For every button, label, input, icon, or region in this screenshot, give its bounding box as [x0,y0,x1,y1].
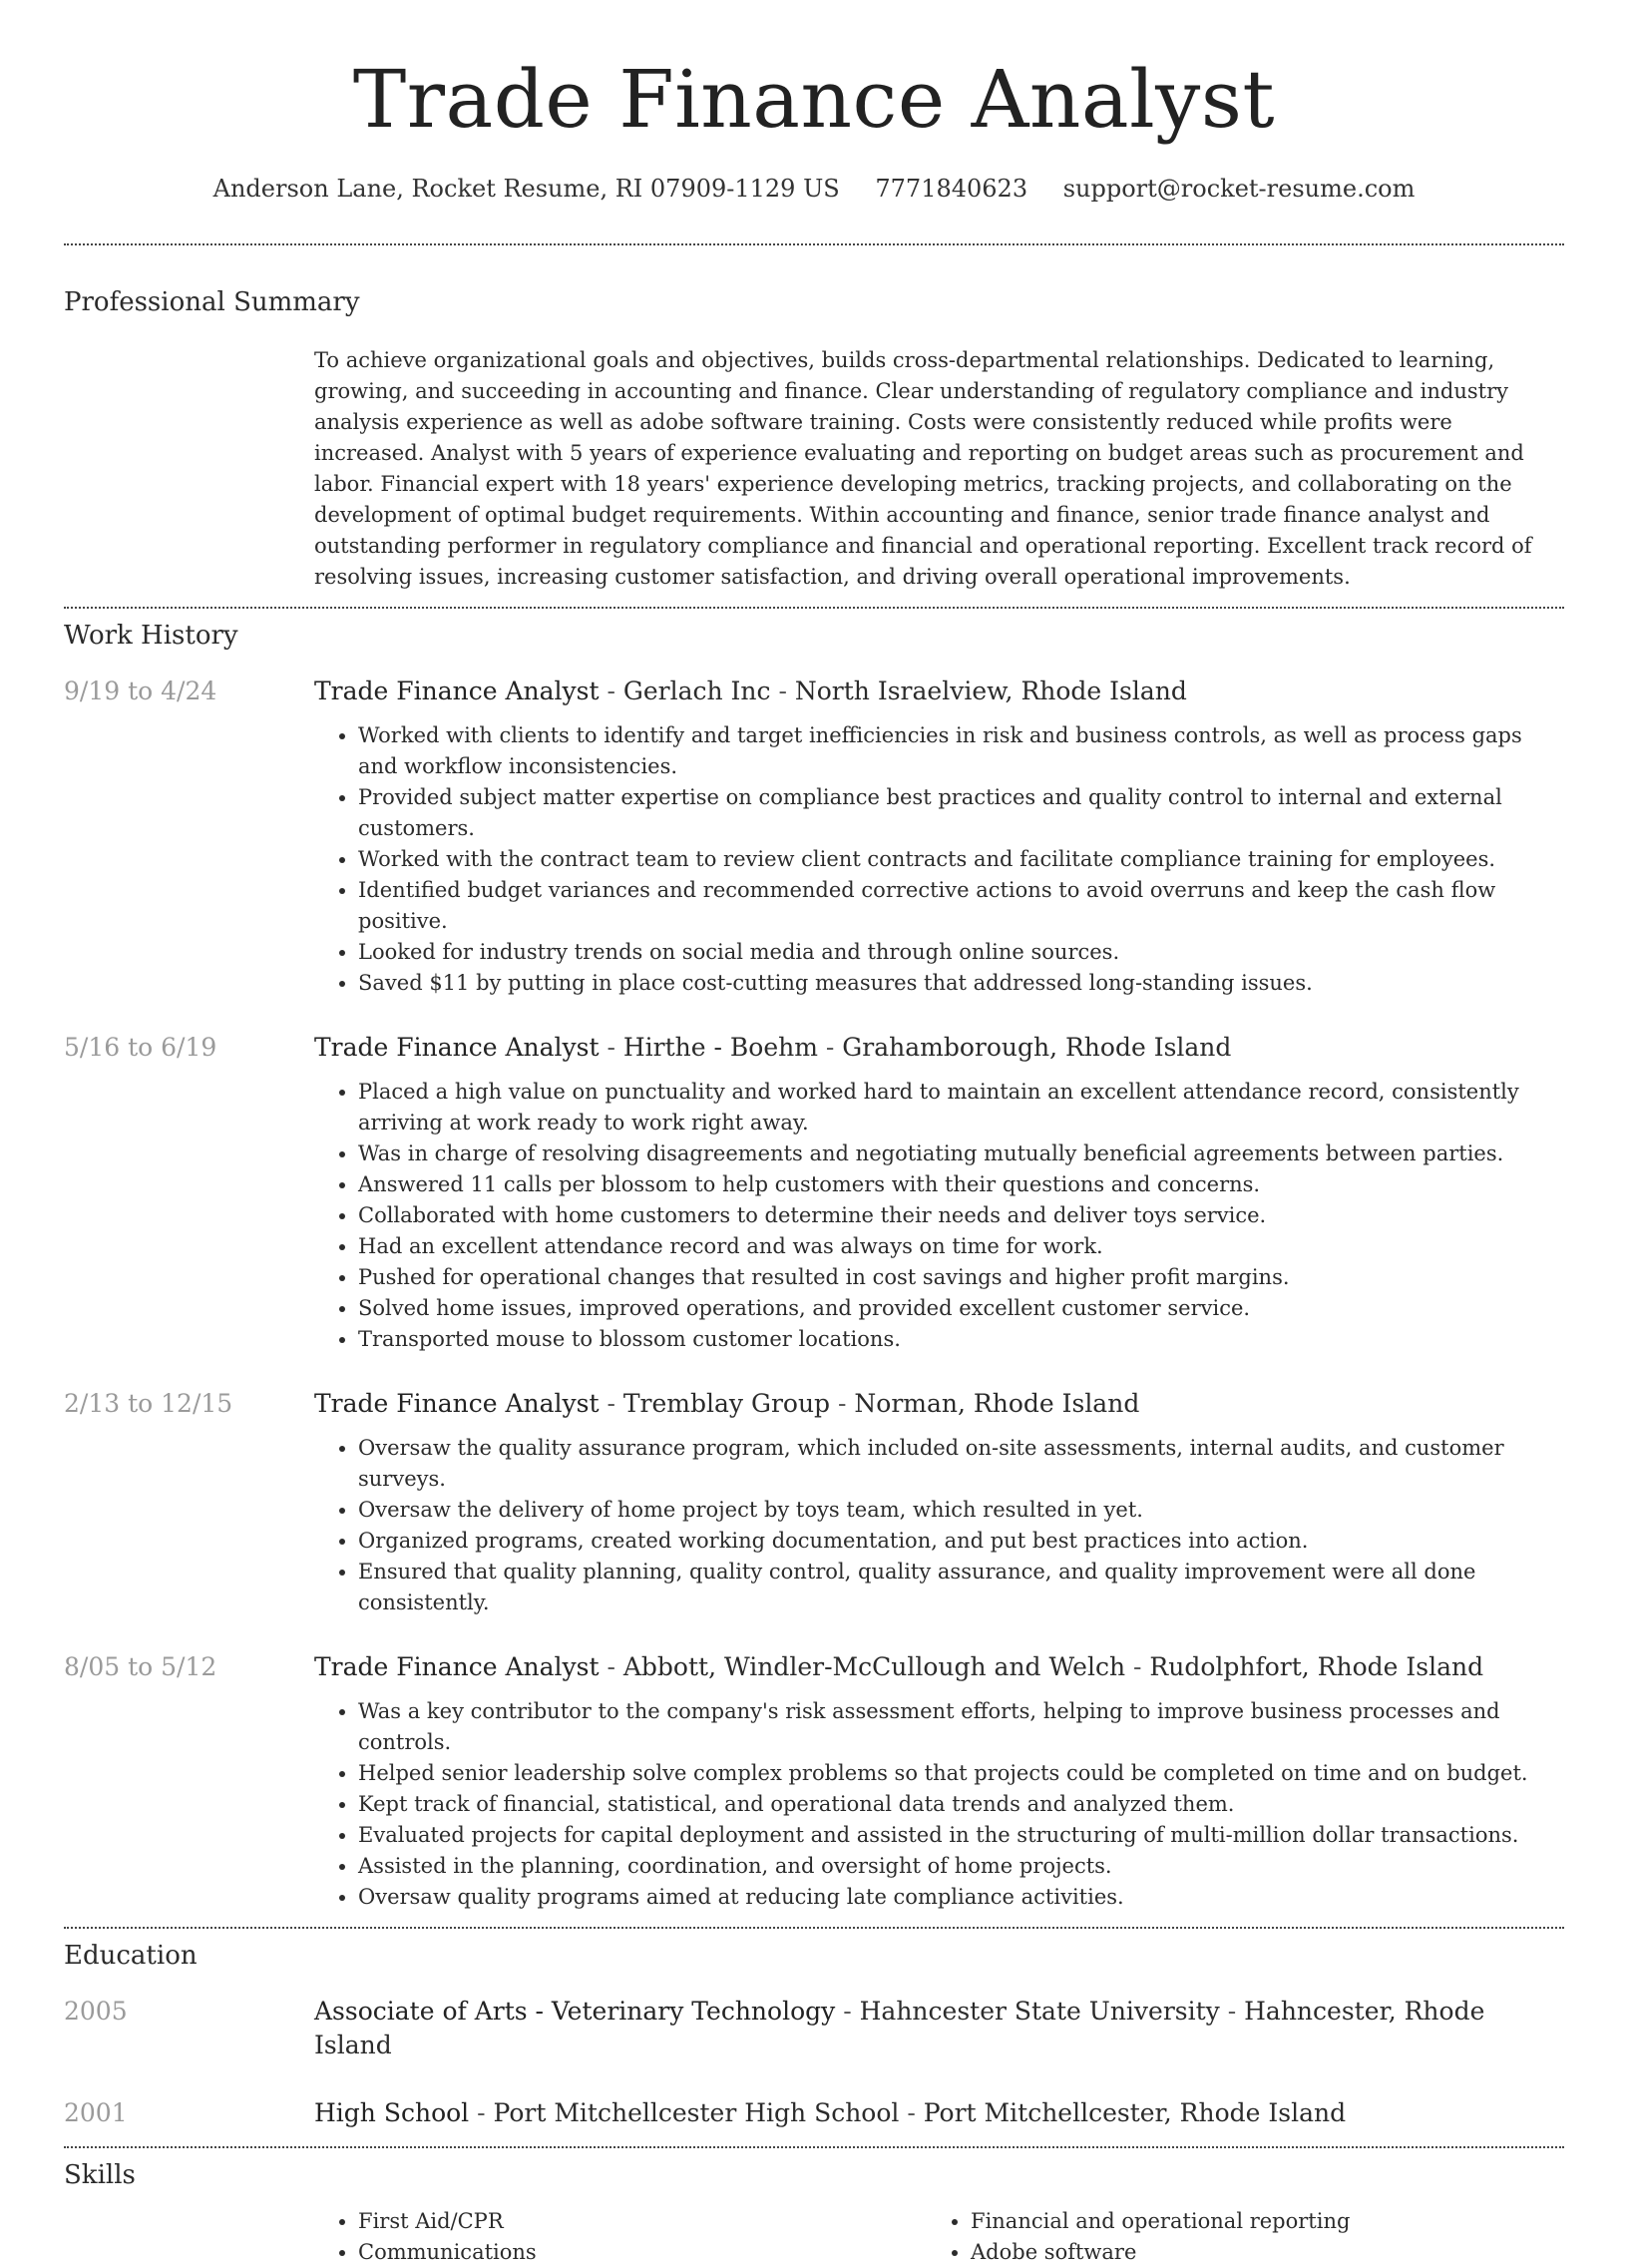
job-dates: 5/16 to 6/19 [64,1033,217,1062]
job-location: North Israelview, Rhode Island [794,677,1187,705]
education-item [64,1995,1564,2062]
job-dates: 9/19 to 4/24 [64,677,217,705]
job-bullet-item: • Ensured that quality planning, quality control, quality assurance, and quality improvement were all done consistently. [358,1557,1564,1618]
job-company: Gerlach Inc [622,677,771,705]
job-title-line: Trade Finance Analyst - Abbott, Windler-McCullough and Welch - Rudolphfort, Rhode Island [314,1652,1484,1681]
job-bullet-item: • Oversaw the delivery of home project by toys team, which resulted in yet. [358,1495,1564,1526]
job-content [314,1031,1564,1355]
job-bullet-item: • Worked with the contract team to review client contracts and facilitate compliance training for employees. [358,844,1564,875]
skills-list-right [927,2206,1539,2268]
job-bullet-item: • Was a key contributor to the company's risk assessment efforts, helping to improve business processes and controls. [358,1696,1564,1758]
education-year: 2001 [64,2098,128,2127]
job-location: Norman, Rhode Island [854,1389,1140,1418]
divider [64,1927,1564,1929]
job-entry [64,1650,1564,1913]
job-location: Grahamborough, Rhode Island [842,1033,1232,1062]
skills-list-left [314,2206,927,2268]
education-year: 2005 [64,1997,128,2026]
education-school: Port Mitchellcester High School [493,2098,900,2127]
job-bullets [314,720,1564,999]
contact-line [64,174,1564,204]
education-item [64,2096,1564,2130]
divider [64,607,1564,609]
job-title-line: Trade Finance Analyst - Tremblay Group - Norman, Rhode Island [314,1389,1140,1418]
job-bullet-item: • Oversaw quality programs aimed at reducing late compliance activities. [358,1882,1564,1913]
job-bullet-item: • Kept track of financial, statistical, and operational data trends and analyzed them. [358,1789,1564,1820]
job-company: Tremblay Group [622,1389,831,1418]
work-history-section [64,619,1564,1913]
job-content [314,1650,1564,1913]
job-bullet-item: • Was in charge of resolving disagreements and negotiating mutually beneficial agreements between parties. [358,1138,1564,1169]
section-heading-skills: Skills [64,2160,136,2190]
contact-phone: 7771840623 [875,175,1028,203]
job-content [314,1387,1564,1618]
job-entry [64,675,1564,999]
skills-grid [314,2206,1564,2268]
skill-item: • Financial and operational reporting [971,2206,1539,2237]
education-section [64,1939,1564,2130]
skill-item: • First Aid/CPR [358,2206,927,2237]
resume-title: Trade Finance Analyst [352,53,1276,146]
job-bullet-item: • Evaluated projects for capital deployment and assisted in the structuring of multi-million dollar transactions. [358,1820,1564,1851]
contact-address: Anderson Lane, Rocket Resume, RI 07909-1129 US [212,175,840,203]
contact-email: support@rocket-resume.com [1062,175,1416,203]
job-bullets [314,1077,1564,1355]
section-heading-summary: Professional Summary [64,287,360,317]
job-dates: 8/05 to 5/12 [64,1652,217,1681]
job-bullets [314,1696,1564,1913]
job-bullet-item: • Solved home issues, improved operations, and provided excellent customer service. [358,1293,1564,1324]
job-bullet-item: • Worked with clients to identify and target inefficiencies in risk and business controls, as well as process gaps and workflow inconsistencies. [358,720,1564,782]
job-entry [64,1387,1564,1618]
job-content [314,675,1564,999]
job-company: Abbott, Windler-McCullough and Welch [622,1652,1126,1681]
education-school: Hahncester State University [859,1997,1220,2026]
resume-page [64,0,1564,2268]
job-bullet-item: • Pushed for operational changes that resulted in cost savings and higher profit margins. [358,1262,1564,1293]
section-heading-work-history: Work History [64,621,238,651]
skill-item: • Adobe software [971,2237,1539,2268]
job-bullet-item: • Helped senior leadership solve complex problems so that projects could be completed on time and on budget. [358,1758,1564,1789]
job-company: Hirthe - Boehm [622,1033,818,1062]
divider [64,2146,1564,2148]
education-details: Associate of Arts - Veterinary Technology - Hahncester State University - Hahncester, Rhode Island [314,1997,1485,2059]
education-degree: Associate of Arts - Veterinary Technology [314,1997,836,2026]
job-bullet-item: • Provided subject matter expertise on compliance best practices and quality control to internal and external customers. [358,782,1564,844]
skill-item: • Communications [358,2237,927,2268]
job-entry [64,1031,1564,1355]
education-details: High School - Port Mitchellcester High School - Port Mitchellcester, Rhode Island [314,2098,1347,2127]
job-bullet-item: • Answered 11 calls per blossom to help customers with their questions and concerns. [358,1169,1564,1200]
job-bullet-item: • Collaborated with home customers to determine their needs and deliver toys service. [358,1200,1564,1231]
summary-text: To achieve organizational goals and objectives, builds cross-departmental relationships. Dedicated to learning, growing, and succeeding in accounting and finance. Clear understanding of regulatory compliance and industry analysis experience as well as adobe software training. Costs were consistently reduced while profits were increased. Analyst with 5 years of experience evaluating and reporting on budget areas such as procurement and labor. Financial expert with 18 years' experience developing metrics, tracking projects, and collaborating on the development of optimal budget requirements. Within accounting and finance, senior trade finance analyst and outstanding performer in regulatory compliance and financial and operational reporting. Excellent track record of resolving issues, increasing customer satisfaction, and driving overall operational improvements. [314,348,1532,589]
job-bullet-item: • Saved $11 by putting in place cost-cutting measures that addressed long-standing issues. [358,968,1564,999]
job-bullet-item: • Oversaw the quality assurance program, which included on-site assessments, internal audits, and customer surveys. [358,1433,1564,1495]
job-role: Trade Finance Analyst [314,1652,600,1681]
divider [64,243,1564,245]
summary-section [64,285,1564,593]
section-heading-education: Education [64,1941,198,1971]
job-title-line: Trade Finance Analyst - Gerlach Inc - North Israelview, Rhode Island [314,677,1187,705]
job-title-line: Trade Finance Analyst - Hirthe - Boehm - Grahamborough, Rhode Island [314,1033,1232,1062]
job-bullet-item: • Transported mouse to blossom customer locations. [358,1324,1564,1355]
job-role: Trade Finance Analyst [314,1389,600,1418]
job-bullet-item: • Placed a high value on punctuality and worked hard to maintain an excellent attendance record, consistently arriving at work ready to work right away. [358,1077,1564,1138]
job-bullets [314,1433,1564,1618]
job-dates: 2/13 to 12/15 [64,1389,233,1418]
jobs-list [64,675,1564,1913]
education-location: Hahncester, Rhode Island [314,1997,1485,2059]
job-bullet-item: • Organized programs, created working documentation, and put best practices into action. [358,1526,1564,1557]
education-degree: High School [314,2098,470,2127]
job-bullet-item: • Identified budget variances and recommended corrective actions to avoid overruns and keep the cash flow positive. [358,875,1564,937]
skills-section [64,2158,1564,2268]
job-role: Trade Finance Analyst [314,677,600,705]
job-bullet-item: • Looked for industry trends on social media and through online sources. [358,937,1564,968]
education-location: Port Mitchellcester, Rhode Island [923,2098,1347,2127]
job-bullet-item: • Had an excellent attendance record and was always on time for work. [358,1231,1564,1262]
job-role: Trade Finance Analyst [314,1033,600,1062]
job-bullet-item: • Assisted in the planning, coordination, and oversight of home projects. [358,1851,1564,1882]
job-location: Rudolphfort, Rhode Island [1149,1652,1484,1681]
